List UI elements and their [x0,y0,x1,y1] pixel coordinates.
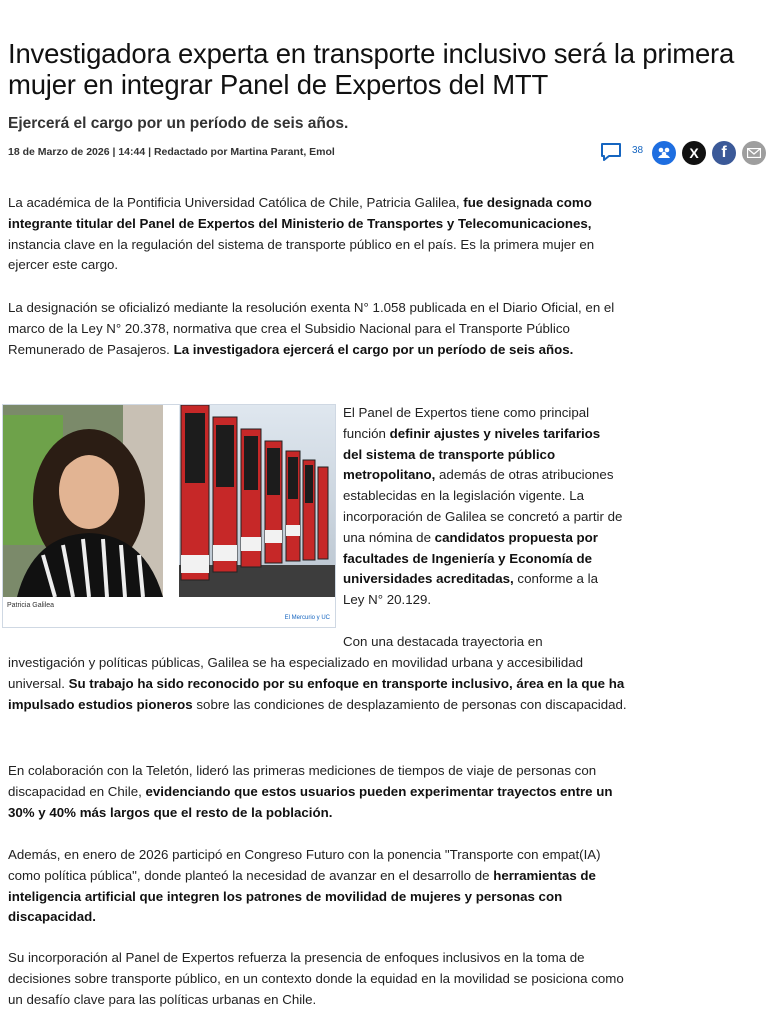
figure-caption: Patricia Galilea [7,602,55,609]
article-subtitle: Ejercerá el cargo por un período de seis años. [8,115,349,132]
user-icon[interactable] [652,141,676,165]
photo-patricia-galilea [3,405,335,597]
comment-icon[interactable] [600,142,622,162]
comment-count[interactable]: 38 [632,145,644,156]
paragraph-1: La académica de la Pontificia Universidad Católica de Chile, Patricia Galilea, fue designada como integrante titular del Panel de Expertos del Ministerio de Transportes y Telecomunicaciones, instancia clave en la regulación del sistema de transporte público en el país. Es la primera mujer en ejercer este cargo. [8,195,595,273]
byline: 18 de Marzo de 2026 | 14:44 | Redactado por Martina Parant, Emol [8,146,335,158]
x-icon[interactable]: X [682,141,706,165]
facebook-icon[interactable]: f [712,141,736,165]
article-figure [2,404,336,628]
paragraph-7: Su incorporación al Panel de Expertos refuerza la presencia de enfoques inclusivos en la toma de decisiones sobre transporte público, en un contexto donde la equidad en la movilidad se posiciona como un desafío clave para las políticas urbanas en Chile. [8,950,624,1007]
paragraph-2: La designación se oficializó mediante la resolución exenta N° 1.058 publicada en el Diario Oficial, en el marco de la Ley N° 20.378, normativa que crea el Subsidio Nacional para el Transporte Público Remunerado de Pasajeros. La investigadora ejercerá el cargo por un período de seis años. [8,300,615,357]
paragraph-4: investigación y políticas públicas, Galilea se ha especializado en movilidad urbana y accesibilidad universal. Su trabajo ha sido reconocido por su enfoque en transporte inclusivo, área en la que ha impulsado estudios pioneros sobre las condiciones de desplazamiento de personas con discapacidad. [8,655,627,712]
figure-credit: El Mercurio y UC [284,615,330,621]
paragraph-5: En colaboración con la Teletón, lideró las primeras mediciones de tiempos de viaje de personas con discapacidad en Chile, evidenciando que estos usuarios pueden experimentar trayectos entre un 30% y 40% más largos que el resto de la población. [8,763,613,820]
paragraph-6: Además, en enero de 2026 participó en Congreso Futuro con la ponencia "Transporte con empat(IA) como política pública", donde planteó la necesidad de avanzar en el desarrollo de herramientas de inteligencia artificial que integren los patrones de movilidad de mujeres y personas con discapacidad. [8,847,601,925]
mail-icon[interactable] [742,141,766,165]
paragraph-4-lead: Con una destacada trayectoria en [343,634,543,649]
article-title: Investigadora experta en transporte inclusivo será la primera mujer en integrar Panel de Expertos del MTT [8,38,735,100]
paragraph-3: El Panel de Expertos tiene como principal función definir ajustes y niveles tarifarios del sistema de transporte público metropolitano, además de otras atribuciones establecidas en la legislación vigente. La incorporación de Galilea se concretó a partir de una nómina de candidatos propuesta por facultades de Ingeniería y Economía de universidades acreditadas, conforme a la Ley N° 20.129. [343,405,623,608]
